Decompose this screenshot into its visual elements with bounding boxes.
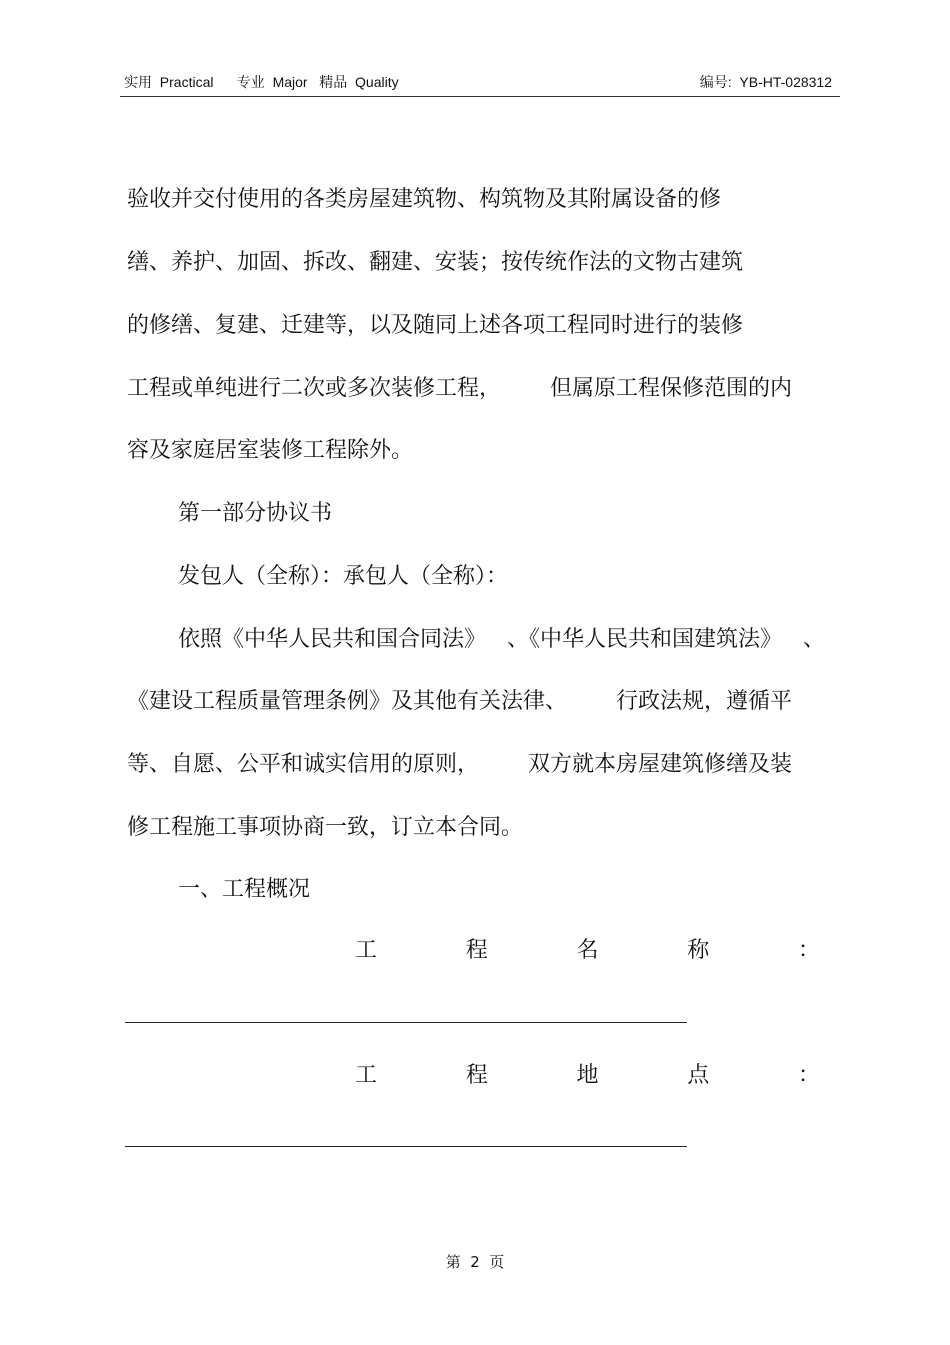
project-location-label xyxy=(355,1061,820,1091)
project-name-char: 工 xyxy=(355,938,378,963)
body-line-3: 的修缮、复建、迁建等，以及随同上述各项工程同时进行的装修 xyxy=(127,313,744,338)
body-line-9: 《建设工程质量管理条例》及其他有关法律、 行政法规，遵循平 xyxy=(127,689,792,714)
project-name-char: 称 xyxy=(687,938,710,963)
body-line-2: 缮、养护、加固、拆改、翻建、安装；按传统作法的文物古建筑 xyxy=(127,250,744,275)
project-location-char: 工 xyxy=(355,1063,378,1088)
section-heading-agreement: 第一部分协议书 xyxy=(178,501,333,526)
project-location-char: 程 xyxy=(465,1063,488,1088)
section-heading-overview: 一、工程概况 xyxy=(178,877,311,902)
project-name-char: 程 xyxy=(465,938,488,963)
header-tagline: 实用 Practical 专业 Major 精品 Quality xyxy=(124,74,399,90)
document-number: 编号: YB-HT-028312 xyxy=(699,74,832,90)
body-line-5: 容及家庭居室装修工程除外。 xyxy=(127,438,414,463)
body-line-10: 等、自愿、公平和诚实信用的原则， 双方就本房屋建筑修缮及装 xyxy=(127,752,792,777)
page-header xyxy=(120,72,840,97)
project-location-blank xyxy=(125,1146,687,1147)
project-name-char: 名 xyxy=(576,938,599,963)
body-line-4: 工程或单纯进行二次或多次装修工程， 但属原工程保修范围的内 xyxy=(127,376,792,401)
body-line-8: 依照《中华人民共和国合同法》 、《中华人民共和国建筑法》 、 xyxy=(178,627,825,652)
parties-line: 发包人（全称）：承包人（全称）： xyxy=(178,564,509,589)
page-number: 第 2 页 xyxy=(445,1253,505,1271)
body-line-1: 验收并交付使用的各类房屋建筑物、构筑物及其附属设备的修 xyxy=(127,187,722,212)
project-name-blank xyxy=(125,1022,687,1023)
project-location-char: ： xyxy=(797,1063,820,1088)
project-location-char: 地 xyxy=(576,1063,599,1088)
project-name-char: ： xyxy=(797,938,820,963)
body-line-11: 修工程施工事项协商一致，订立本合同。 xyxy=(127,815,524,840)
project-name-label xyxy=(355,936,820,966)
project-location-char: 点 xyxy=(687,1063,710,1088)
